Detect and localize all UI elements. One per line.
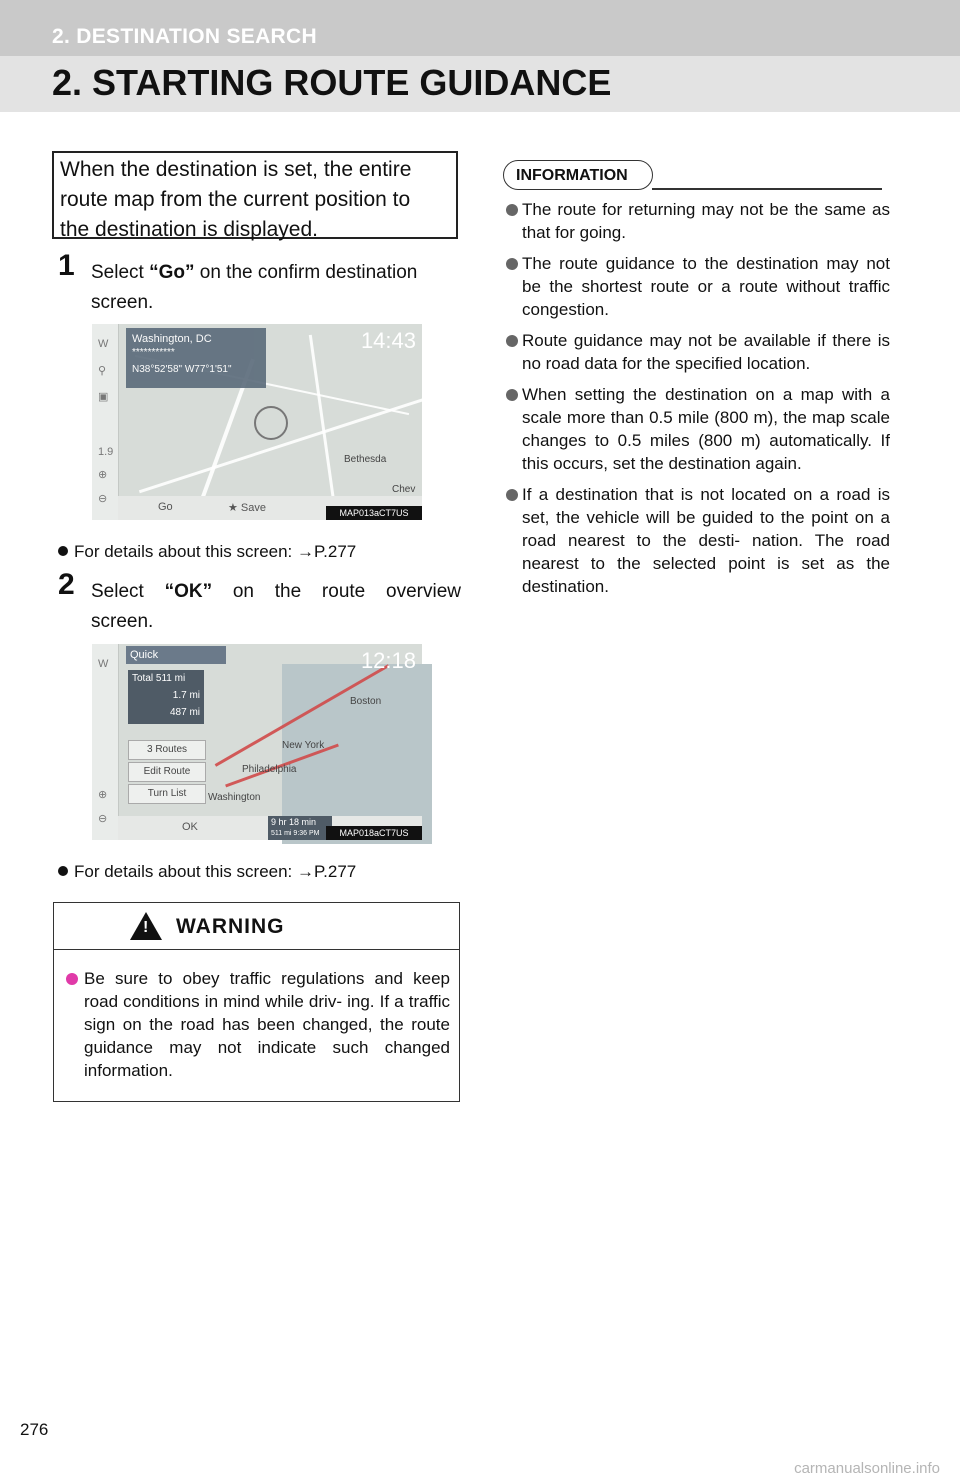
list-item: If a destination that is not located on a road is set, the vehicle will be guided to the point on a road nearest to the desti- nation. The road nearest to the selected point is set as the destination. bbox=[500, 483, 890, 598]
scale-value: 1.9 bbox=[98, 446, 114, 458]
routes-button[interactable]: 3 Routes bbox=[128, 740, 206, 760]
zoom-out-icon[interactable]: ⊖ bbox=[98, 813, 108, 825]
details-bullet: For details about this screen: →P.277 bbox=[58, 542, 356, 562]
ok-key: “OK” bbox=[164, 581, 213, 602]
information-list bbox=[500, 198, 890, 606]
eta-panel: 9 hr 18 min 511 mi 9:36 PM ET bbox=[268, 816, 332, 840]
bullet-icon bbox=[506, 204, 518, 216]
clock: 14:43 bbox=[360, 328, 416, 353]
clock: 12:18 bbox=[360, 648, 416, 673]
bullet-icon bbox=[506, 335, 518, 347]
warning-header bbox=[54, 903, 459, 950]
intro-line: route map from the current position to bbox=[60, 188, 411, 211]
map-sidebar bbox=[92, 644, 119, 840]
page-header bbox=[0, 0, 960, 112]
image-code: MAP018aCT7US bbox=[326, 826, 422, 840]
search-icon: ⚲ bbox=[98, 365, 107, 377]
route-overview-screenshot: W ⊕ ⊖ Quick 12:18 Total 511 mi 1.7 mi 487 mi 3 Routes Edit Route Turn List Boston New York Philadelphia Washington OK 9 hr 18 min 511 mi 9:36 PM ET MAP018aCT7US bbox=[92, 644, 422, 840]
save-button[interactable]: ★ Save bbox=[228, 502, 266, 514]
intro-line: When the destination is set, the entire bbox=[60, 158, 412, 181]
edit-route-button[interactable]: Edit Route bbox=[128, 762, 206, 782]
step-number: 1 bbox=[58, 249, 75, 282]
section-title: 2. DESTINATION SEARCH bbox=[52, 25, 317, 48]
information-title: INFORMATION bbox=[503, 160, 653, 190]
map-icon: ▣ bbox=[98, 391, 109, 403]
warning-bullet-icon bbox=[66, 973, 78, 985]
warning-title: WARNING bbox=[176, 915, 285, 938]
bullet-icon bbox=[58, 866, 68, 876]
warning-text: Be sure to obey traffic regulations and keep road conditions in mind while driv- ing. If a traffic sign on the road has been changed, the route guidance may not indicate such changed information. bbox=[84, 969, 450, 1080]
crosshair-icon bbox=[254, 406, 288, 440]
go-button[interactable]: Go bbox=[158, 501, 173, 513]
intro-box bbox=[52, 151, 458, 239]
page-title: 2. STARTING ROUTE GUIDANCE bbox=[52, 62, 612, 103]
zoom-in-icon[interactable]: ⊕ bbox=[98, 469, 108, 481]
list-item: The route for returning may not be the same as that for going. bbox=[500, 198, 890, 244]
list-item: When setting the destination on a map with a scale more than 0.5 mile (800 m), the map scale changes to 0.5 miles (800 m) automatically. If this occurs, set the destination again. bbox=[500, 383, 890, 475]
go-key: “Go” bbox=[149, 262, 195, 283]
watermark: carmanualsonline.info bbox=[794, 1460, 940, 1477]
bullet-icon bbox=[506, 258, 518, 270]
step-number: 2 bbox=[58, 568, 75, 601]
bullet-icon bbox=[58, 546, 68, 556]
route-mode: Quick bbox=[126, 646, 226, 664]
step-text: Select “Go” on the confirm destination screen. bbox=[91, 262, 418, 313]
turn-list-button[interactable]: Turn List bbox=[128, 784, 206, 804]
destination-card: Washington, DC *********** N38°52'58" W77°1'51" bbox=[126, 328, 266, 388]
route-summary: Total 511 mi 1.7 mi 487 mi bbox=[128, 670, 204, 724]
bullet-icon bbox=[506, 489, 518, 501]
details-bullet: For details about this screen: →P.277 bbox=[58, 862, 356, 882]
information-rule bbox=[652, 188, 882, 190]
compass-icon: W bbox=[98, 658, 109, 670]
confirm-destination-screenshot: W ⚲ ▣ 1.9 ⊕ ⊖ Washington, DC *********** N38°52'58" W77°1'51" 14:43 Bethesda Chev Go ★ Save MAP013aCT7US bbox=[92, 324, 422, 520]
page-number: 276 bbox=[20, 1420, 49, 1439]
warning-icon: ! bbox=[130, 912, 162, 940]
intro-line: the destination is displayed. bbox=[60, 218, 318, 241]
zoom-out-icon[interactable]: ⊖ bbox=[98, 493, 108, 505]
warning-box bbox=[53, 902, 460, 1102]
compass-icon: W bbox=[98, 338, 109, 350]
list-item: Route guidance may not be available if there is no road data for the specified location. bbox=[500, 329, 890, 375]
zoom-in-icon[interactable]: ⊕ bbox=[98, 789, 108, 801]
bullet-icon bbox=[506, 389, 518, 401]
ok-button[interactable]: OK bbox=[182, 821, 198, 833]
map-sidebar bbox=[92, 324, 119, 520]
step-text: Select “OK” on the route overview screen. bbox=[91, 581, 461, 632]
list-item: The route guidance to the destination may not be the shortest route or a route without traffic congestion. bbox=[500, 252, 890, 321]
image-code: MAP013aCT7US bbox=[326, 506, 422, 520]
